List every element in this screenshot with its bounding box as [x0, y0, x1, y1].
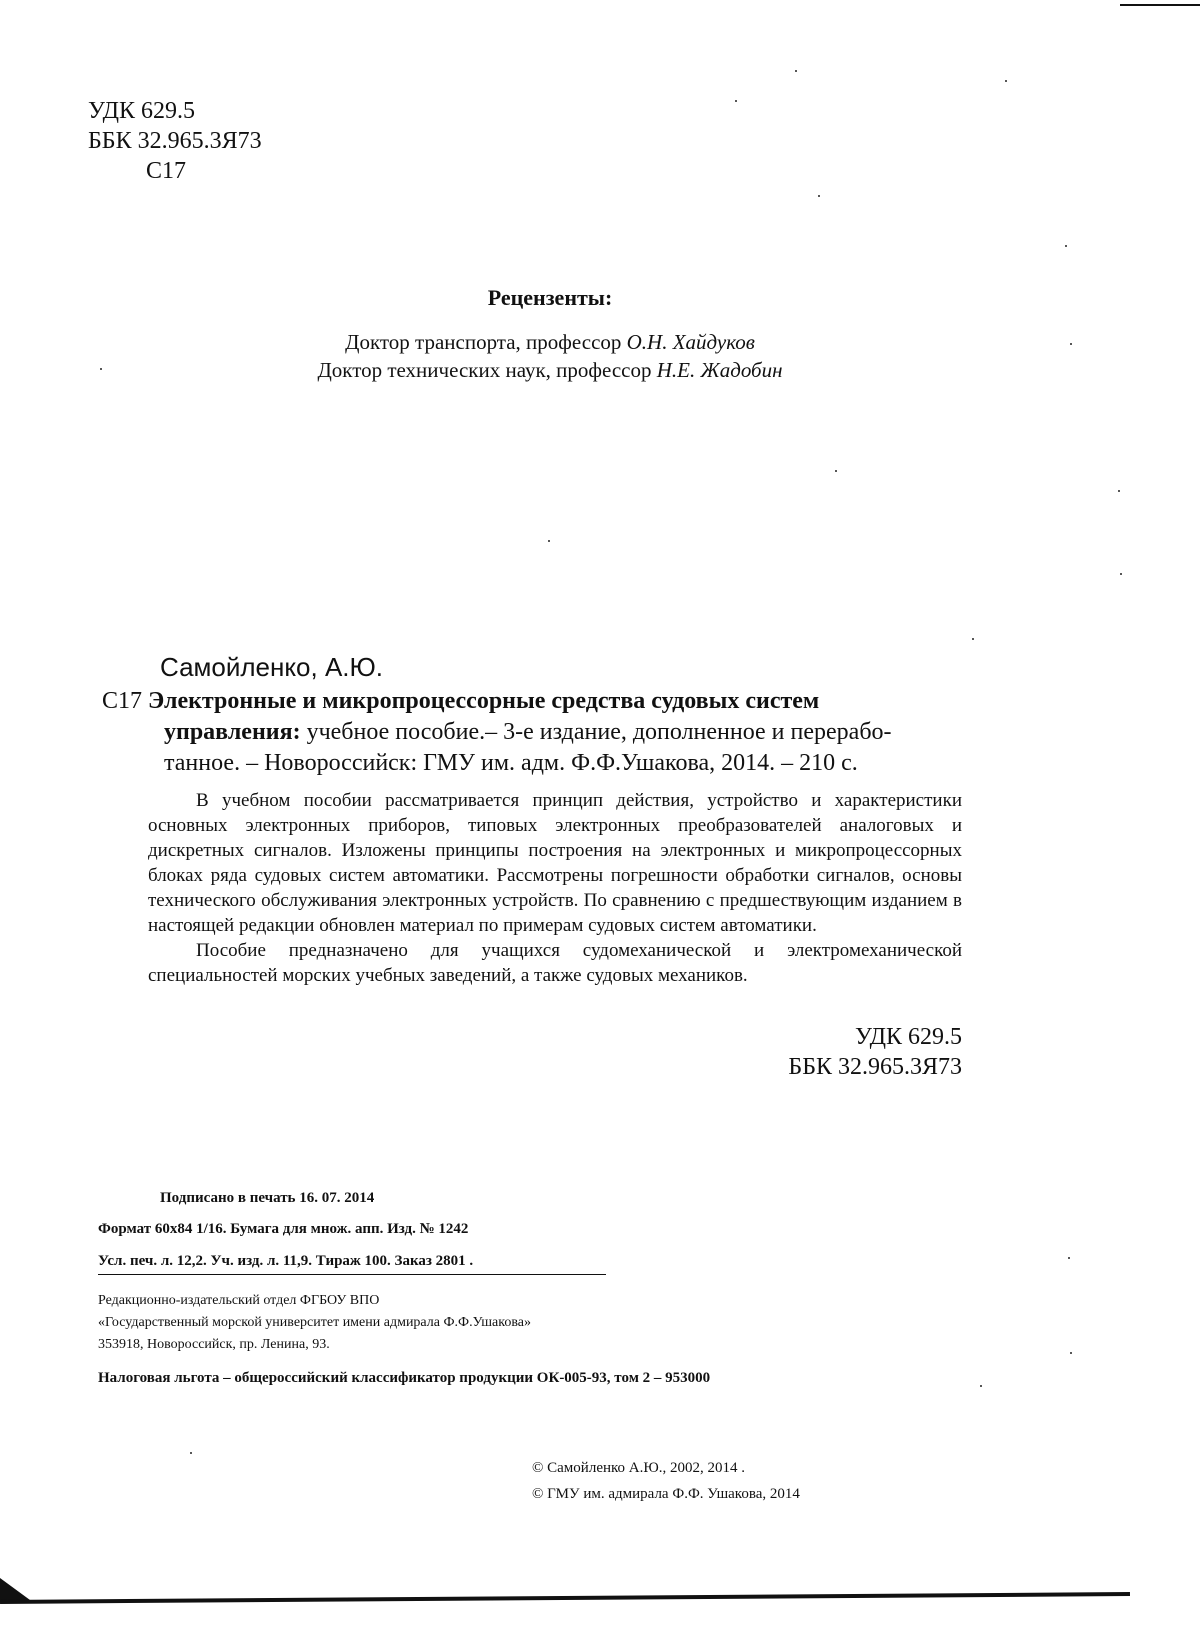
scan-speck: [1065, 245, 1067, 247]
reviewer-item: [0, 328, 1100, 356]
copyright-line: © Самойленко А.Ю., 2002, 2014 .: [532, 1455, 800, 1481]
copyright-block: [532, 1455, 800, 1507]
scan-speck: [1120, 573, 1122, 575]
book-author: Самойленко, А.Ю.: [160, 652, 383, 683]
reviewer-name: Н.Е. Жадобин: [657, 358, 783, 382]
scan-speck: [980, 1385, 982, 1387]
scan-speck: [190, 1452, 192, 1454]
scan-speck: [735, 100, 737, 102]
scan-speck: [1005, 80, 1007, 82]
publisher-line: 353918, Новороссийск, пр. Ленина, 93.: [98, 1334, 531, 1356]
bibliographic-entry: [102, 686, 962, 779]
imprint-signed: Подписано в печать 16. 07. 2014: [160, 1190, 374, 1207]
classification-bbk: ББК 32.965.3Я73: [700, 1052, 962, 1082]
biblio-line-1: [102, 686, 962, 717]
imprint-format: Формат 60x84 1/16. Бумага для множ. апп. Изд. № 1242: [98, 1221, 468, 1238]
classification-udk: УДК 629.5: [700, 1022, 962, 1052]
book-title-part-2: управления:: [164, 719, 301, 745]
reviewer-title: Доктор транспорта, профессор: [345, 330, 621, 354]
header-classification: [88, 96, 262, 186]
book-title-rest: учебное пособие.– 3-е издание, дополненное и перерабо-: [301, 719, 892, 745]
publisher-info: [98, 1290, 531, 1356]
book-title-part-1: Электронные и микропроцессорные средства судовых систем: [148, 688, 819, 714]
annotation-paragraph: В учебном пособии рассматривается принцип действия, устройство и характеристики основных электронных приборов, типовых электронных преобразователей аналоговых и дискретных сигналов. Изложены принципы построения на электронных и микропроцессорных блоках ряда судовых систем автоматики. Рассмотрены погрешности обработки сигналов, основы технического обслуживания электронных устройств. По сравнению с предшествующим изданием в настоящей редакции обновлен материал по примерам судовых систем автоматики.: [148, 788, 962, 938]
reviewer-item: [0, 356, 1100, 384]
header-bbk: ББК 32.965.3Я73: [88, 126, 262, 156]
scan-speck: [972, 638, 974, 640]
annotation-paragraph: Пособие предназначено для учащихся судомеханической и электромеханической специальностей морских учебных заведений, а также судовых механиков.: [148, 938, 962, 988]
scan-speck: [1070, 343, 1072, 345]
book-code: С17: [102, 688, 142, 714]
imprint-print-data: Усл. печ. л. 12,2. Уч. изд. л. 11,9. Тираж 100. Заказ 2801 .: [98, 1253, 606, 1275]
scan-speck: [795, 70, 797, 72]
biblio-line-3: танное. – Новороссийск: ГМУ им. адм. Ф.Ф.Ушакова, 2014. – 210 с.: [102, 748, 962, 779]
scan-bottom-edge: [0, 1592, 1130, 1604]
tax-note: Налоговая льгота – общероссийский классификатор продукции ОК-005-93, том 2 – 953000: [98, 1370, 710, 1387]
scan-speck: [1068, 1257, 1070, 1259]
header-udk: УДК 629.5: [88, 96, 262, 126]
scan-speck: [548, 540, 550, 542]
scan-speck: [100, 368, 102, 370]
annotation: [148, 788, 962, 988]
scan-corner-mark: [0, 1578, 30, 1600]
scan-speck: [1070, 1352, 1072, 1354]
copyright-line: © ГМУ им. адмирала Ф.Ф. Ушакова, 2014: [532, 1481, 800, 1507]
scan-speck: [1118, 490, 1120, 492]
reviewers-heading: Рецензенты:: [0, 285, 1100, 311]
reviewers-list: [0, 328, 1100, 384]
publisher-line: «Государственный морской университет имени адмирала Ф.Ф.Ушакова»: [98, 1312, 531, 1334]
header-code: С17: [88, 156, 262, 186]
reviewer-name: О.Н. Хайдуков: [627, 330, 755, 354]
scan-speck: [818, 195, 820, 197]
publisher-line: Редакционно-издательский отдел ФГБОУ ВПО: [98, 1290, 531, 1312]
classification-block: [700, 1022, 962, 1082]
biblio-line-2: [102, 717, 962, 748]
scan-speck: [835, 470, 837, 472]
reviewer-title: Доктор технических наук, профессор: [317, 358, 651, 382]
scan-edge-line: [1120, 4, 1200, 6]
